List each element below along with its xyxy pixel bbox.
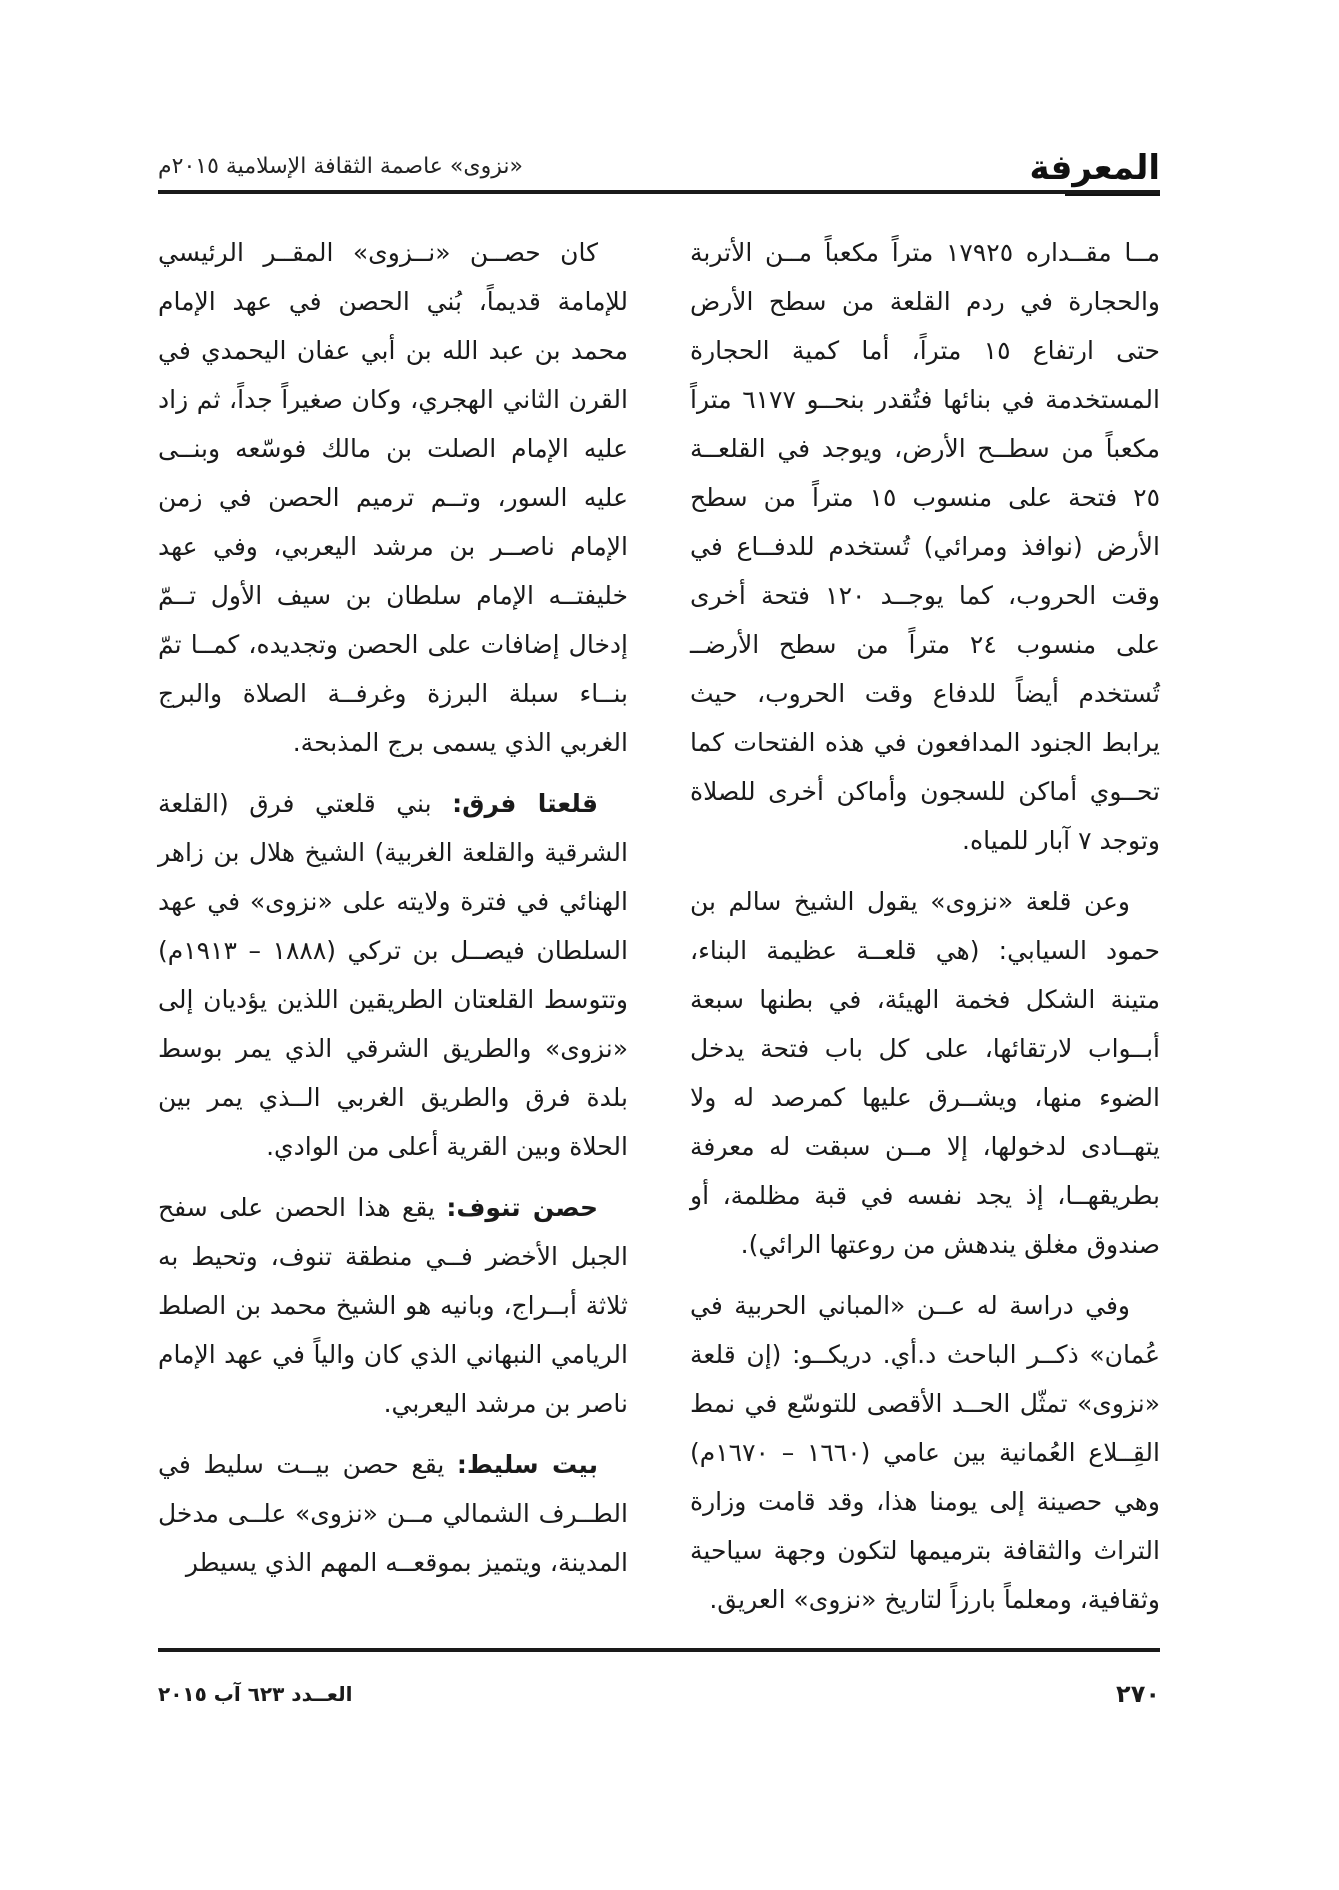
paragraph: مــا مقــداره ١٧٩٢٥ متراً مكعباً مــن الأتربة والحجارة في ردم القلعة من سطح الأرض حتى ارتفاع ١٥ متراً، أما كمية الحجارة المستخدمة في بنائها فتُقدر بنحــو ٦١٧٧ متراً مكعباً من سطــح الأرض، ويوجد في القلعــة ٢٥ فتحة على منسوب ١٥ متراً من سطح الأرض (نوافذ ومرائي) تُستخدم للدفــاع في وقت الحروب، كما يوجــد ١٢٠ فتحة أخرى على منسوب ٢٤ متراً من سطح الأرضــ تُستخدم أيضاً للدفاع وقت الحروب، حيث يرابط الجنود المدافعون في هذه الفتحات كما تحــوي أماكن للسجون وأماكن أخرى للصلاة وتوجد ٧ آبار للمياه.: [690, 238, 1161, 855]
issue-info: العــدد ٦٢٣ آب ٢٠١٥: [158, 1682, 353, 1706]
paragraph: [158, 779, 628, 1171]
paragraph-text: بني قلعتي فرق (القلعة الشرقية والقلعة الغربية) الشيخ هلال بن زاهر الهنائي في فترة ولايته على «نزوى» في عهد السلطان فيصــل بن تركي (١٨٨٨ – ١٩١٣م) وتتوسط القلعتان الطريقين اللذين يؤديان إلى «نزوى» والطريق الشرقي الذي يمر بوسط بلدة فرق والطريق الغربي الــذي يمر بين الحلاة وبين القرية أعلى من الوادي.: [158, 789, 628, 1161]
page-header: [158, 140, 1160, 196]
paragraph: [158, 1183, 628, 1428]
paragraph: وفي دراسة له عــن «المباني الحربية في عُمان» ذكــر الباحث د.أي. دريكــو: (إن قلعة «نزوى» تمثّل الحــد الأقصى للتوسّع في نمط القِــلاع العُمانية بين عامي (١٦٦٠ – ١٦٧٠م) وهي حصينة إلى يومنا هذا، وقد قامت وزارة التراث والثقافة بترميمها لتكون وجهة سياحية وثقافية، ومعلماً بارزاً لتاريخ «نزوى» العريق.: [690, 1291, 1160, 1614]
section-lead: بيت سليط:: [456, 1450, 598, 1479]
section-lead: قلعتا فرق:: [452, 789, 598, 818]
paragraph-text: يقع حصن بيــت سليط في الطــرف الشمالي مــن «نزوى» علــى مدخل المدينة، ويتميز بموقعــه المهم الذي يسيطر: [158, 1450, 628, 1577]
left-column: [158, 228, 628, 1628]
paragraph: وعن قلعة «نزوى» يقول الشيخ سالم بن حمود السيابي: (هي قلعــة عظيمة البناء، متينة الشكل فخمة الهيئة، في بطنها سبعة أبــواب لارتقائها، على كل باب فتحة يدخل الضوء منها، ويشــرق عليها كمرصد له ولا يتهــادى لدخولها، إلا مــن سبقت له معرفة بطريقهــا، إذ يجد نفسه في قبة مظلمة، أو صندوق مغلق يندهش من روعتها الرائي).: [690, 887, 1160, 1259]
footer-rule: [158, 1648, 1160, 1652]
paragraph: [158, 1440, 628, 1587]
paragraph-text: يقع هذا الحصن على سفح الجبل الأخضر فــي منطقة تنوف، وتحيط به ثلاثة أبــراج، وبانيه هو الشيخ محمد بن الصلط الريامي النبهاني الذي كان والياً في عهد الإمام ناصر بن مرشد اليعربي.: [158, 1193, 628, 1418]
paragraph: كان حصــن «نــزوى» المقــر الرئيسي للإمامة قديماً، بُني الحصن في عهد الإمام محمد بن عبد الله بن أبي عفان اليحمدي في القرن الثاني الهجري، وكان صغيراً جداً، ثم زاد عليه الإمام الصلت بن مالك فوسّعه وبنــى عليه السور، وتــم ترميم الحصن في زمن الإمام ناصــر بن مرشد اليعربي، وفي عهد خليفتــه الإمام سلطان بن سيف الأول تــمّ إدخال إضافات على الحصن وتجديده، كمــا تمّ بنــاء سبلة البرزة وغرفــة الصلاة والبرج الغربي الذي يسمى برج المذبحة.: [158, 238, 628, 757]
magazine-logo: المعرفة: [1029, 148, 1160, 188]
right-column: [690, 228, 1160, 1628]
header-rule: [158, 190, 1160, 194]
page-number: ٢٧٠: [1116, 1680, 1160, 1708]
running-title: «نزوى» عاصمة الثقافة الإسلامية ٢٠١٥م: [158, 154, 523, 179]
section-lead: حصن تنوف:: [446, 1193, 598, 1222]
